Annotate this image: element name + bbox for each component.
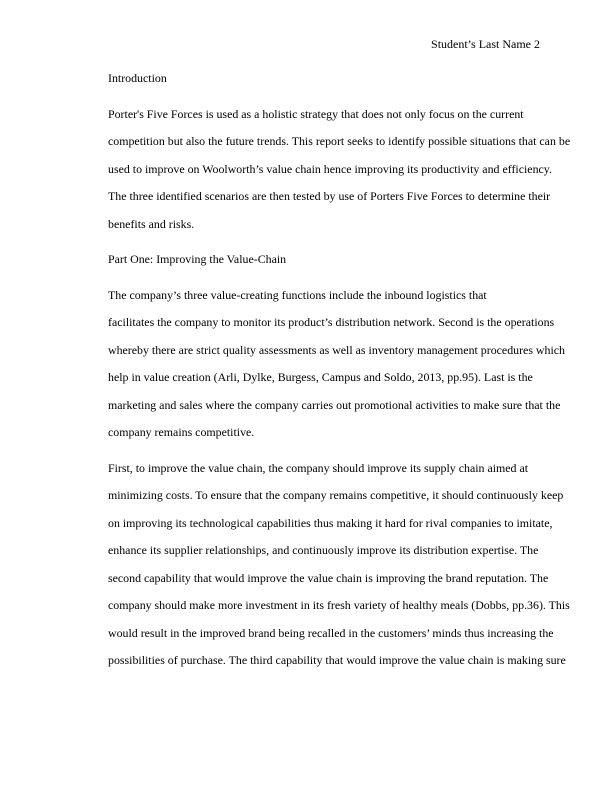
paragraph-line: The company’s three value-creating functions include the inbound logistics that (108, 287, 487, 302)
part-one-heading: Part One: Improving the Value-Chain (108, 252, 287, 266)
paragraph-line: on improving its technological capabilities thus making it hard for rival companies to imitate, (108, 515, 553, 530)
introduction-heading: Introduction (108, 71, 167, 85)
paragraph-line: Porter's Five Forces is used as a holistic strategy that does not only focus on the current (108, 106, 524, 121)
part-one-paragraph-1 (72, 282, 565, 447)
part-one-paragraph-2 (72, 455, 570, 675)
paragraph-line: possibilities of purchase. The third capability that would improve the value chain is making sure (108, 653, 566, 667)
paragraph-line: would result in the improved brand being recalled in the customers’ minds thus increasing the (108, 625, 554, 640)
paragraph-line: benefits and risks. (108, 216, 195, 231)
paragraph-line: marketing and sales where the company carries out promotional activities to make sure that the (108, 397, 561, 412)
paragraph-line: facilitates the company to monitor its product’s distribution network. Second is the operations (108, 315, 555, 329)
running-head: Student’s Last Name 2 (431, 37, 540, 51)
document-body (72, 65, 571, 683)
introduction-paragraph (72, 101, 571, 239)
paragraph-line: First, to improve the value chain, the company should improve its supply chain aimed at (108, 460, 529, 475)
paragraph-line: minimizing costs. To ensure that the company remains competitive, it should continuously keep (108, 488, 564, 502)
paragraph-line: second capability that would improve the value chain is improving the brand reputation. The (108, 570, 549, 585)
paragraph-line: company should make more investment in its fresh variety of healthy meals (Dobbs, pp.36). This (108, 598, 570, 612)
paragraph-line: whereby there are strict quality assessments as well as inventory management procedures which (108, 342, 565, 357)
paragraph-line: competition but also the future trends. This report seeks to identify possible situations that can be (108, 134, 571, 148)
paragraph-line: help in value creation (Arli, Dylke, Burgess, Campus and Soldo, 2013, pp.95). Last is the (108, 370, 533, 384)
paragraph-line: used to improve on Woolworth’s value chain hence improving its productivity and efficiency. (108, 161, 552, 176)
paragraph-line: enhance its supplier relationships, and continuously improve its distribution expertise. The (108, 543, 539, 557)
paragraph-line: company remains competitive. (108, 425, 255, 439)
paragraph-line: The three identified scenarios are then tested by use of Porters Five Forces to determine their (108, 189, 551, 203)
